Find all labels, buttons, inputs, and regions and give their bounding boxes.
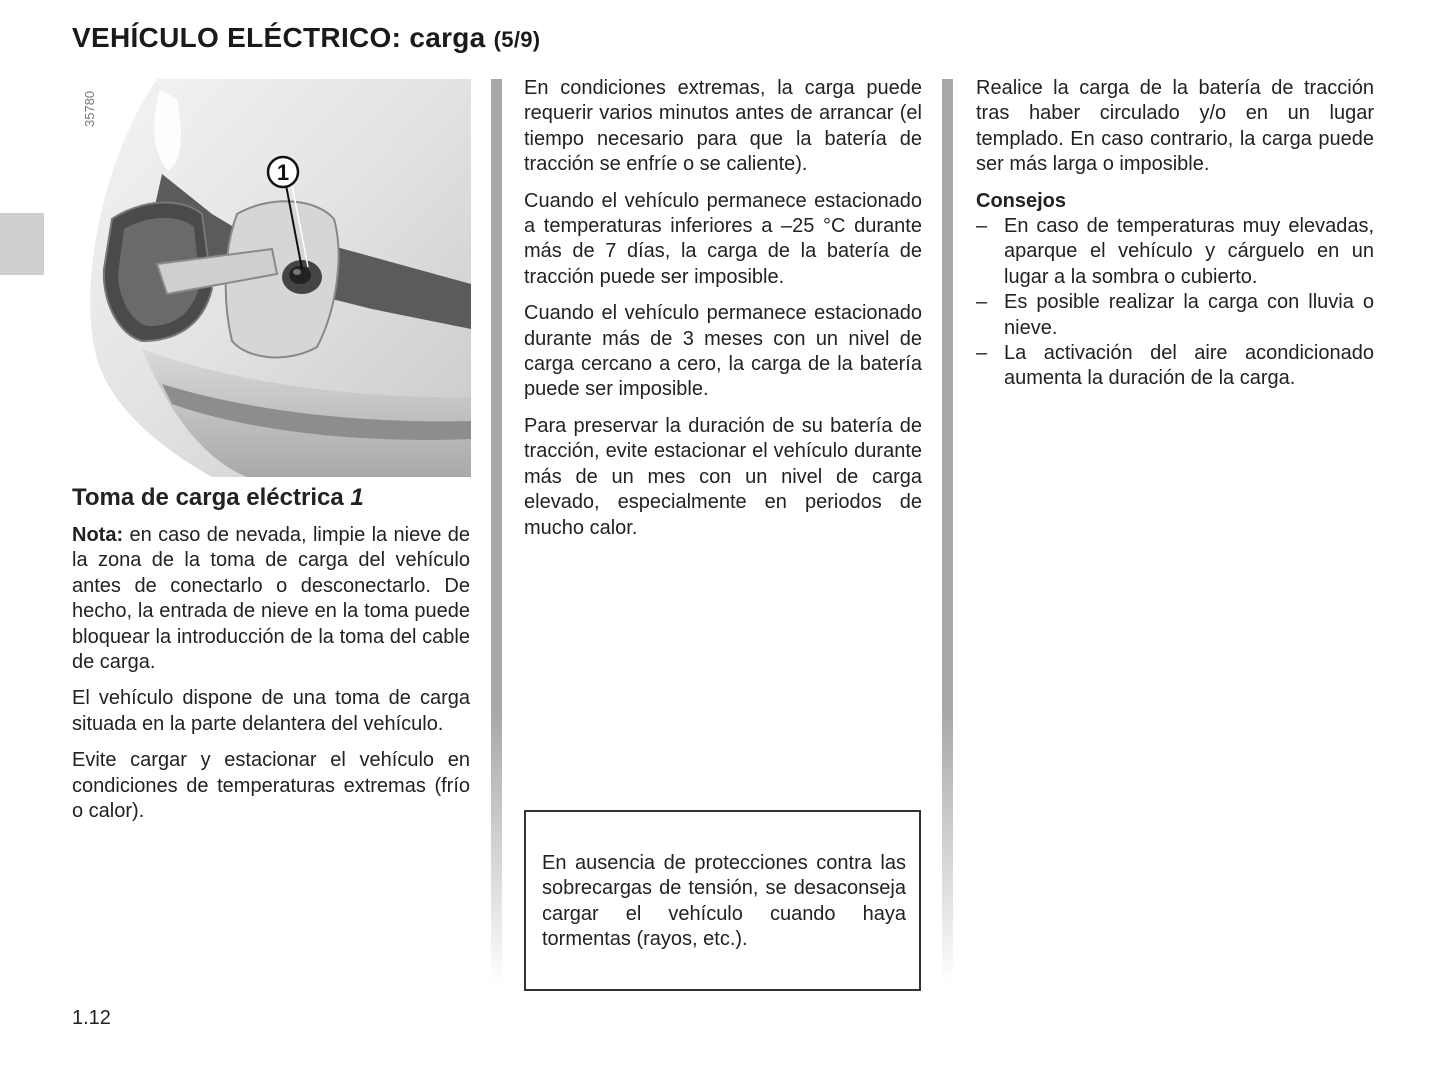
list-dash: – (976, 342, 988, 365)
tips-list (976, 214, 1374, 392)
warning-text: En ausencia de protecciones contra las sobrecargas de tensión, se desaconseja cargar el vehículo cuando haya tormentas (rayos, etc.). (542, 852, 906, 951)
title-main: VEHÍCULO ELÉCTRICO: carga (72, 22, 486, 53)
page-title (72, 22, 540, 54)
column-left (72, 483, 470, 824)
list-item (976, 290, 1374, 341)
charging-port-illustration (72, 79, 471, 477)
column-right (976, 76, 1374, 392)
paragraph: En condiciones extremas, la carga puede requerir varios minutos antes de arrancar (el tiempo necesario para que la batería de tracción se enfríe o se caliente). (524, 77, 922, 176)
column-divider-left (491, 79, 502, 984)
figure-reference-code: 35780 (82, 90, 97, 127)
list-dash: – (976, 215, 988, 238)
section-heading-text: Toma de carga eléctrica (72, 484, 344, 511)
paragraph: El vehículo dispone de una toma de carga situada en la parte delantera del vehículo. (72, 687, 470, 735)
paragraph: Cuando el vehículo permanece estacionado a temperaturas inferiores a –25 °C durante más de 7 días, la carga de la batería de tracción puede ser imposible. (524, 189, 922, 288)
paragraph: Cuando el vehículo permanece estacionado durante más de 3 meses con un nivel de carga cercano a cero, la carga de la batería puede ser imposible. (524, 302, 922, 401)
paragraph: Para preservar la duración de su batería de tracción, evite estacionar el vehículo durante más de un mes con un nivel de carga elevado, especialmente en periodos de mucho calor. (524, 414, 922, 539)
chapter-tab-marker (0, 213, 44, 275)
page-number: 1.12 (72, 1007, 111, 1029)
list-item (976, 214, 1374, 290)
list-item (976, 341, 1374, 392)
figure-callout-1: 1 (276, 160, 290, 185)
note-label: Nota: (72, 524, 124, 546)
list-item-text: Es posible realizar la carga con lluvia o nieve. (1004, 291, 1374, 339)
list-dash: – (976, 291, 988, 314)
note-paragraph (72, 523, 470, 675)
title-section-indicator: (5/9) (493, 27, 541, 52)
section-heading-ref: 1 (350, 484, 364, 511)
paragraph: Evite cargar y estacionar el vehículo en condiciones de temperaturas extremas (frío o calor). (72, 749, 470, 823)
column-divider-right (942, 79, 953, 984)
paragraph: Realice la carga de la batería de tracción tras haber circulado y/o en un lugar templado. En caso contrario, la carga puede ser más larga o imposible. (976, 77, 1374, 176)
section-heading (72, 483, 470, 513)
warning-box (524, 810, 921, 991)
list-item-text: La activación del aire acondicionado aumenta la duración de la carga. (1004, 342, 1374, 390)
tips-heading: Consejos (976, 189, 1067, 212)
note-text: en caso de nevada, limpie la nieve de la zona de la toma de carga del vehículo antes de conectarlo o desconectarlo. De hecho, la entrada de nieve en la toma puede bloquear la introducción de la toma del cable de carga. (72, 524, 470, 674)
column-middle (524, 76, 922, 541)
list-item-text: En caso de temperaturas muy elevadas, aparque el vehículo y cárguelo en un lugar a la sombra o cubierto. (1004, 215, 1374, 288)
